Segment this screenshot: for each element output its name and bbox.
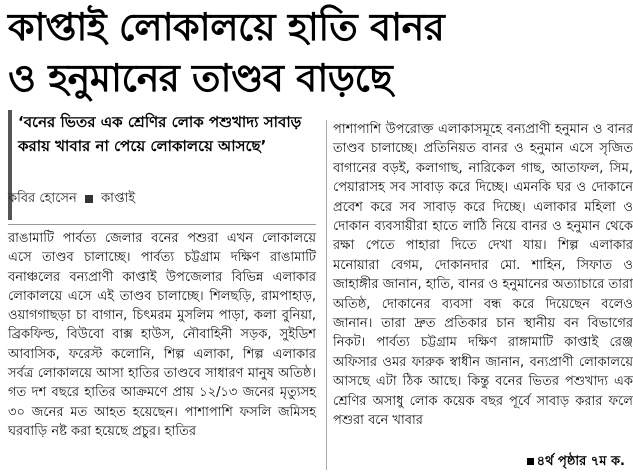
byline <box>8 190 135 208</box>
byline-author: কবির হোসেন <box>8 191 77 206</box>
subheadline: ‘বনের ভিতর এক শ্রেণির লোক পশুখাদ্য সাবাড় করায় খাবার না পেয়ে লোকালয়ে আসছে’ <box>18 113 302 155</box>
article-body-left: রাঙামাটি পার্বত্য জেলার বনের পশুরা এখন লোকালয়ে এসে তাণ্ডব চালাচ্ছে। পার্বত্য চট্টগ্রাম দক্ষিণ রাঙামাটি বনাঞ্চলের বন্যপ্রাণী কাপ্তাই উপজেলার বিভিন্ন এলাকার লোকালয়ে এসে এই তাণ্ডব চালাচ্ছে। শিলছড়ি, রামপাহাড়, ওয়াগগাছড়া চা বাগান, চিৎমরম মুসলিম পাড়া, কলা বুনিয়া, ব্রিকফিল্ড, বিউবো বাক্স হাউস, নৌবাহিনী সড়ক, সুইডিশ আবাসিক, ফরেস্ট কলোনি, শিল্প এলাকা, শিল্প এলাকার সর্বত্র লোকালয়ে আসা হাতির তাণ্ডবে সাধারণ মানুষ অতিষ্ঠ। গত দশ বছরে হাতির আক্রমণে প্রায় ১২/১৩ জনের মৃত্যুসহ ৩০ জনের মত আহত হয়েছেন। পাশাপাশি ফসলি জমিসহ ঘরবাড়ি নষ্ট করা হয়েছে প্রচুর। হাতির <box>8 231 316 439</box>
article-column-left <box>8 224 316 475</box>
continuation-note <box>527 452 625 473</box>
byline-location: কাপ্তাই <box>101 191 136 206</box>
square-bullet-icon <box>527 458 534 465</box>
continuation-text: ৪র্থ পৃষ্ঠার ৭ম ক. <box>536 454 625 469</box>
headline <box>8 2 628 104</box>
square-bullet-icon <box>85 195 93 203</box>
headline-line-2: ও হনুমানের তাণ্ডব বাড়ছে <box>8 56 393 100</box>
article-body-right: পাশাপাশি উপরোক্ত এলাকাসমূহে বন্যপ্রাণী হনুমান ও বানর তাণ্ডব চালাচ্ছে। প্রতিনিয়ত বানর ও হনুমান এসে সৃজিত বাগানের বড়ই, কলাগাছ, নারিকেল গাছ, আতাফল, সিম, পেয়ারাসহ সব সাবাড় করে দিচ্ছে। এমনকি ঘর ও দোকানে প্রবেশ করে সব সাবাড় করে দিচ্ছে। এলাকার মহিলা ও দোকান ব্যবসায়ীরা হাতে লাঠি নিয়ে বানর ও হনুমান থেকে রক্ষা পেতে পাহারা দিতে দেখা যায়। শিল্প এলাকার মনোয়ারা বেগম, দোকানদার মো. শাহিন, সিফাত ও জাহাঙ্গীর জানান, হাতি, বানর ও হনুমানের অত্যাচারে তারা অতিষ্ঠ, দোকানের ব্যবসা বন্ধ করে দিয়েছেন বলেও জানান। তারা দ্রুত প্রতিকার চান স্থানীয় বন বিভাগের নিকট। পার্বত্য চট্টগ্রাম দক্ষিণ রাঙ্গামাটি কাপ্তাই রেঞ্জ অফিসার ওমর ফারুক স্বাধীন জানান, বন্যপ্রাণী লোকালয়ে আসছে এটা ঠিক আছে। কিন্তু বনের ভিতর পশুখাদ্য এক শ্রেণির অসাধু লোক কয়েক বছর পূর্বে সাবাড় করার ফলে পশুরা বনে খাবার <box>333 122 633 429</box>
headline-line-1: কাপ্তাই লোকালয়ে হাতি বানর <box>8 5 445 49</box>
article-column-right <box>326 120 633 470</box>
